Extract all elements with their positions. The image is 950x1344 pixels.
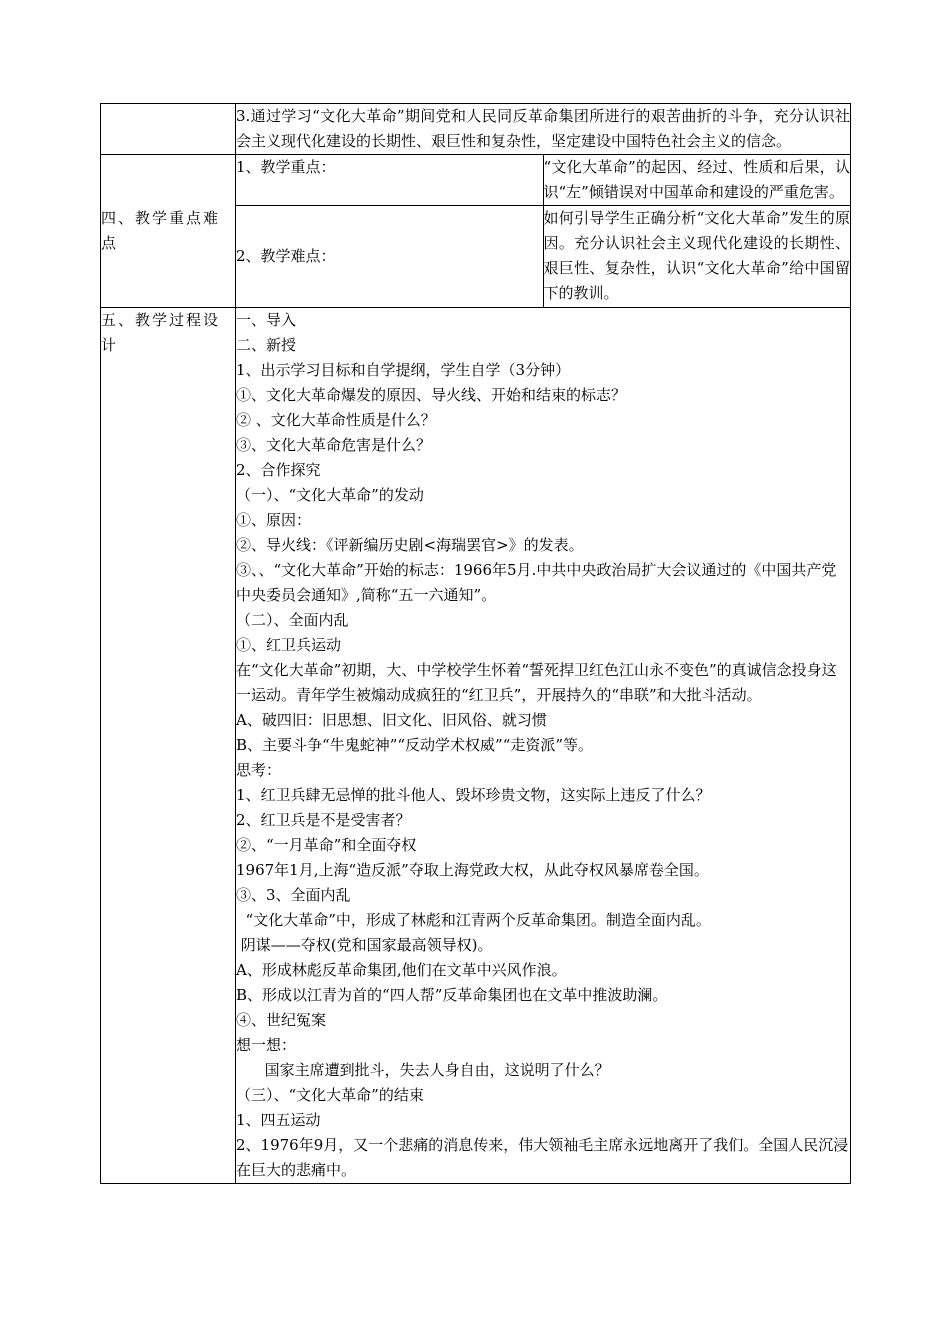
process-line: 1、四五运动 (236, 1111, 321, 1129)
process-line: ①、红卫兵运动 (236, 636, 342, 654)
key-point-label: 1、教学重点： (236, 155, 544, 206)
process-line: （一）、“文化大革命”的发动 (236, 486, 424, 504)
process-line: ③、3、全面内乱 (236, 886, 351, 904)
process-line: 国家主席遭到批斗，失去人身自由，这说明了什么？ (236, 1061, 610, 1079)
process-line: ② 、文化大革命性质是什么？ (236, 411, 436, 429)
process-line: （三）、“文化大革命”的结束 (236, 1086, 424, 1104)
process-line: 思考： (236, 761, 282, 779)
process-line: ②、导火线：《评新编历史剧<海瑞罢官>》的发表。 (236, 536, 584, 554)
process-line: ①、文化大革命爆发的原因、导火线、开始和结束的标志？ (236, 386, 627, 404)
process-line: 想一想： (236, 1036, 297, 1054)
process-line: （二）、全面内乱 (236, 611, 349, 629)
process-line: 1967年1月,上海“造反派”夺取上海党政大权，从此夺权风暴席卷全国。 (236, 861, 709, 879)
process-row (101, 308, 851, 1184)
process-line: A、形成林彪反革命集团,他们在文革中兴风作浪。 (236, 961, 567, 979)
process-content (236, 308, 851, 1184)
process-line: 在“文化大革命”初期，大、中学校学生怀着“誓死捍卫红色江山永不变色”的真诚信念投身这一运动。青年学生被煽动成疯狂的“红卫兵”，开展持久的“串联”和大批斗活动。 (236, 661, 837, 704)
key-point-text: “文化大革命”的起因、经过、性质和后果，认识“左”倾错误对中国革命和建设的严重危害。 (543, 155, 851, 206)
process-line: 二、新授 (236, 336, 297, 354)
key-point-row (101, 155, 851, 206)
process-line: 2、合作探究 (236, 461, 321, 479)
goals-heading-cell (101, 104, 236, 155)
goals-row (101, 104, 851, 155)
process-line: 1、红卫兵肆无忌惮的批斗他人、毁坏珍贵文物，这实际上违反了什么？ (236, 786, 711, 804)
process-line: 一、导入 (236, 311, 297, 329)
process-line: 2、红卫兵是不是受害者？ (236, 811, 411, 829)
process-line: ③、文化大革命危害是什么？ (236, 436, 432, 454)
process-line: B、主要斗争“牛鬼蛇神”“反动学术权威”“走资派”等。 (236, 736, 594, 754)
section5-heading: 五、教学过程设计 (101, 308, 236, 1184)
process-line: “文化大革命”中，形成了林彪和江青两个反革命集团。制造全面内乱。 (236, 911, 711, 929)
process-line: ③、、“文化大革命”开始的标志：1966年5月.中共中央政治局扩大会议通过的《中国共产党中央委员会通知》,简称“五一六通知”。 (236, 561, 837, 604)
goal-text: 3.通过学习“文化大革命”期间党和人民同反革命集团所进行的艰苦曲折的斗争，充分认识社会主义现代化建设的长期性、艰巨性和复杂性，坚定建设中国特色社会主义的信念。 (236, 104, 851, 155)
process-line: ②、“一月革命”和全面夺权 (236, 836, 417, 854)
section4-heading: 四、教学重点难点 (101, 155, 236, 308)
process-line: 2、1976年9月，又一个悲痛的消息传来，伟大领袖毛主席永远地离开了我们。全国人民沉浸在巨大的悲痛中。 (236, 1136, 849, 1179)
difficult-point-label: 2、教学难点： (236, 206, 544, 308)
process-line: 阴谋——夺权(党和国家最高领导权)。 (236, 936, 493, 954)
process-line: A、破四旧：旧思想、旧文化、旧风俗、就习惯 (236, 711, 547, 729)
process-line: ④、世纪冤案 (236, 1011, 327, 1029)
difficult-point-text: 如何引导学生正确分析“文化大革命”发生的原因。充分认识社会主义现代化建设的长期性、艰巨性、复杂性，认识“文化大革命”给中国留下的教训。 (543, 206, 851, 308)
process-line: B、形成以江青为首的“四人帮”反革命集团也在文革中推波助澜。 (236, 986, 668, 1004)
process-line: ①、原因： (236, 511, 312, 529)
process-line: 1、出示学习目标和自学提纲，学生自学（3分钟） (236, 361, 571, 379)
lesson-plan-table (100, 103, 851, 1184)
